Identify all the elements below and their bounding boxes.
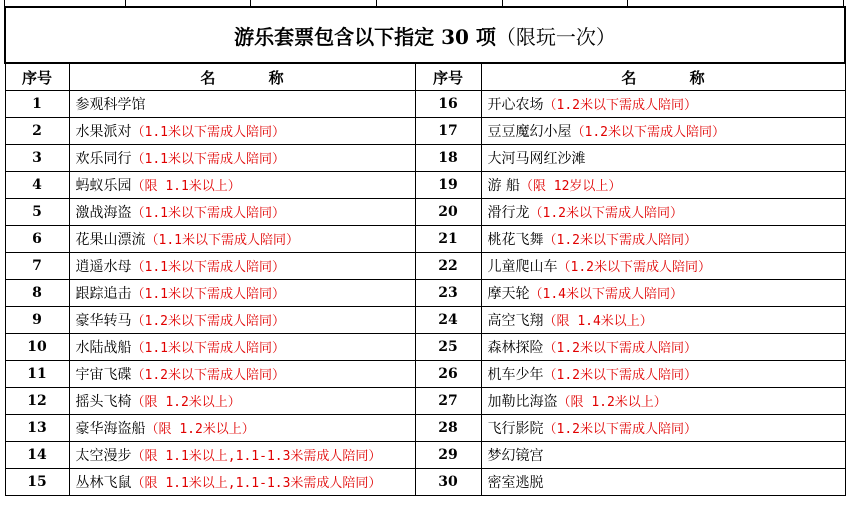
item-requirement: （1.1米以下需成人陪同） bbox=[131, 287, 285, 302]
item-name: 梦幻镜宫 bbox=[487, 448, 544, 464]
header-no-left: 序号 bbox=[5, 63, 69, 91]
table-row bbox=[5, 226, 845, 253]
item-name: 豪华海盗船 bbox=[75, 421, 146, 437]
item-number: 11 bbox=[5, 361, 69, 388]
item-requirement: （限 1.1米以上,1.1-1.3米需成人陪同） bbox=[131, 449, 382, 464]
item-name: 水果派对 bbox=[75, 124, 132, 140]
item-name-cell bbox=[69, 415, 415, 442]
item-number: 24 bbox=[415, 307, 481, 334]
item-name-cell bbox=[69, 226, 415, 253]
item-number: 8 bbox=[5, 280, 69, 307]
item-name-cell bbox=[481, 280, 845, 307]
table-row bbox=[5, 118, 845, 145]
item-name: 豆豆魔幻小屋 bbox=[487, 124, 572, 140]
item-requirement: （限 1.2米以上） bbox=[145, 422, 255, 437]
item-requirement: （1.2米以下需成人陪同） bbox=[557, 260, 711, 275]
item-name: 游 船 bbox=[487, 178, 520, 194]
item-name-cell bbox=[69, 172, 415, 199]
item-number: 25 bbox=[415, 334, 481, 361]
item-requirement: （限 1.2米以上） bbox=[557, 395, 667, 410]
item-requirement: （限 12岁以上） bbox=[519, 179, 622, 194]
item-name-cell bbox=[481, 118, 845, 145]
header-name-right bbox=[481, 63, 845, 91]
item-number: 30 bbox=[415, 469, 481, 496]
item-name-cell bbox=[481, 145, 845, 172]
item-name: 开心农场 bbox=[487, 97, 544, 113]
item-name-cell bbox=[69, 442, 415, 469]
item-name-cell bbox=[481, 307, 845, 334]
item-number: 15 bbox=[5, 469, 69, 496]
item-name: 高空飞翔 bbox=[487, 313, 544, 329]
item-name-cell bbox=[69, 361, 415, 388]
item-number: 21 bbox=[415, 226, 481, 253]
item-name: 森林探险 bbox=[487, 340, 544, 356]
item-name: 水陆战船 bbox=[75, 340, 132, 356]
item-requirement: （1.2米以下需成人陪同） bbox=[543, 422, 697, 437]
item-name-cell bbox=[481, 361, 845, 388]
item-name-cell bbox=[481, 91, 845, 118]
item-requirement: （限 1.1米以上） bbox=[131, 179, 241, 194]
item-name-cell bbox=[69, 469, 415, 496]
item-name: 跟踪追击 bbox=[75, 286, 132, 302]
item-number: 23 bbox=[415, 280, 481, 307]
header-no-right: 序号 bbox=[415, 63, 481, 91]
item-name-cell bbox=[481, 442, 845, 469]
item-number: 27 bbox=[415, 388, 481, 415]
item-name: 滑行龙 bbox=[487, 205, 530, 221]
item-number: 14 bbox=[5, 442, 69, 469]
item-requirement: （1.2米以下需成人陪同） bbox=[543, 98, 697, 113]
item-number: 18 bbox=[415, 145, 481, 172]
item-number: 9 bbox=[5, 307, 69, 334]
item-name-cell bbox=[481, 253, 845, 280]
item-requirement: （限 1.2米以上） bbox=[131, 395, 241, 410]
item-name: 豪华转马 bbox=[75, 313, 132, 329]
item-name: 参观科学馆 bbox=[75, 97, 146, 113]
item-number: 6 bbox=[5, 226, 69, 253]
item-requirement: （1.2米以下需成人陪同） bbox=[131, 314, 285, 329]
item-name: 密室逃脱 bbox=[487, 475, 544, 491]
item-number: 29 bbox=[415, 442, 481, 469]
item-name-cell bbox=[69, 280, 415, 307]
item-requirement: （1.2米以下需成人陪同） bbox=[529, 206, 683, 221]
item-name: 花果山漂流 bbox=[75, 232, 146, 248]
item-number: 22 bbox=[415, 253, 481, 280]
item-name-cell bbox=[69, 199, 415, 226]
title-main: 游乐套票包含以下指定 30 项 bbox=[234, 24, 496, 49]
attractions-table bbox=[4, 6, 846, 496]
item-name-cell bbox=[481, 199, 845, 226]
item-name: 激战海盗 bbox=[75, 205, 132, 221]
item-number: 2 bbox=[5, 118, 69, 145]
table-row bbox=[5, 199, 845, 226]
item-name-cell bbox=[69, 145, 415, 172]
item-name: 大河马网红沙滩 bbox=[487, 151, 586, 167]
item-name-cell bbox=[69, 91, 415, 118]
item-name: 太空漫步 bbox=[75, 448, 132, 464]
item-number: 20 bbox=[415, 199, 481, 226]
table-row bbox=[5, 145, 845, 172]
item-number: 4 bbox=[5, 172, 69, 199]
item-requirement: （1.1米以下需成人陪同） bbox=[131, 125, 285, 140]
item-requirement: （1.2米以下需成人陪同） bbox=[543, 368, 697, 383]
header-name-right-label: 名 称 bbox=[621, 68, 729, 87]
table-row bbox=[5, 388, 845, 415]
table-row bbox=[5, 280, 845, 307]
item-requirement: （1.1米以下需成人陪同） bbox=[131, 341, 285, 356]
table-row bbox=[5, 415, 845, 442]
item-name: 蚂蚁乐园 bbox=[75, 178, 132, 194]
item-name: 桃花飞舞 bbox=[487, 232, 544, 248]
item-name-cell bbox=[69, 388, 415, 415]
item-name: 儿童爬山车 bbox=[487, 259, 558, 275]
item-name: 摇头飞椅 bbox=[75, 394, 132, 410]
item-name: 宇宙飞碟 bbox=[75, 367, 132, 383]
item-name-cell bbox=[69, 334, 415, 361]
item-name-cell bbox=[69, 253, 415, 280]
item-number: 19 bbox=[415, 172, 481, 199]
table-row bbox=[5, 172, 845, 199]
header-name-left bbox=[69, 63, 415, 91]
item-requirement: （1.2米以下需成人陪同） bbox=[571, 125, 725, 140]
table-row bbox=[5, 253, 845, 280]
item-number: 7 bbox=[5, 253, 69, 280]
item-name-cell bbox=[481, 388, 845, 415]
item-requirement: （1.1米以下需成人陪同） bbox=[131, 206, 285, 221]
item-number: 12 bbox=[5, 388, 69, 415]
item-requirement: （限 1.4米以上） bbox=[543, 314, 653, 329]
table-row bbox=[5, 361, 845, 388]
table-body bbox=[5, 91, 845, 496]
item-number: 16 bbox=[415, 91, 481, 118]
table-row bbox=[5, 442, 845, 469]
item-requirement: （1.1米以下需成人陪同） bbox=[131, 260, 285, 275]
item-name: 欢乐同行 bbox=[75, 151, 132, 167]
item-requirement: （1.4米以下需成人陪同） bbox=[529, 287, 683, 302]
item-number: 26 bbox=[415, 361, 481, 388]
item-requirement: （1.2米以下需成人陪同） bbox=[543, 233, 697, 248]
item-name: 飞行影院 bbox=[487, 421, 544, 437]
item-requirement: （1.1米以下需成人陪同） bbox=[145, 233, 299, 248]
item-number: 5 bbox=[5, 199, 69, 226]
item-name-cell bbox=[481, 334, 845, 361]
header-name-left-label: 名 称 bbox=[200, 68, 308, 87]
item-name-cell bbox=[69, 118, 415, 145]
item-requirement: （1.2米以下需成人陪同） bbox=[131, 368, 285, 383]
item-name-cell bbox=[481, 172, 845, 199]
item-number: 1 bbox=[5, 91, 69, 118]
table-row bbox=[5, 91, 845, 118]
table-row bbox=[5, 334, 845, 361]
item-number: 3 bbox=[5, 145, 69, 172]
item-number: 28 bbox=[415, 415, 481, 442]
table-row bbox=[5, 469, 845, 496]
item-requirement: （1.1米以下需成人陪同） bbox=[131, 152, 285, 167]
item-number: 10 bbox=[5, 334, 69, 361]
item-name: 逍遥水母 bbox=[75, 259, 132, 275]
item-name-cell bbox=[481, 469, 845, 496]
item-requirement: （1.2米以下需成人陪同） bbox=[543, 341, 697, 356]
item-number: 13 bbox=[5, 415, 69, 442]
table-title bbox=[5, 7, 845, 63]
title-note: （限玩一次） bbox=[495, 24, 616, 49]
item-requirement: （限 1.1米以上,1.1-1.3米需成人陪同） bbox=[131, 476, 382, 491]
table-row bbox=[5, 307, 845, 334]
item-name-cell bbox=[481, 226, 845, 253]
item-name: 机车少年 bbox=[487, 367, 544, 383]
item-name-cell bbox=[69, 307, 415, 334]
item-name: 摩天轮 bbox=[487, 286, 530, 302]
item-number: 17 bbox=[415, 118, 481, 145]
item-name: 丛林飞鼠 bbox=[75, 475, 132, 491]
item-name-cell bbox=[481, 415, 845, 442]
item-name: 加勒比海盗 bbox=[487, 394, 558, 410]
